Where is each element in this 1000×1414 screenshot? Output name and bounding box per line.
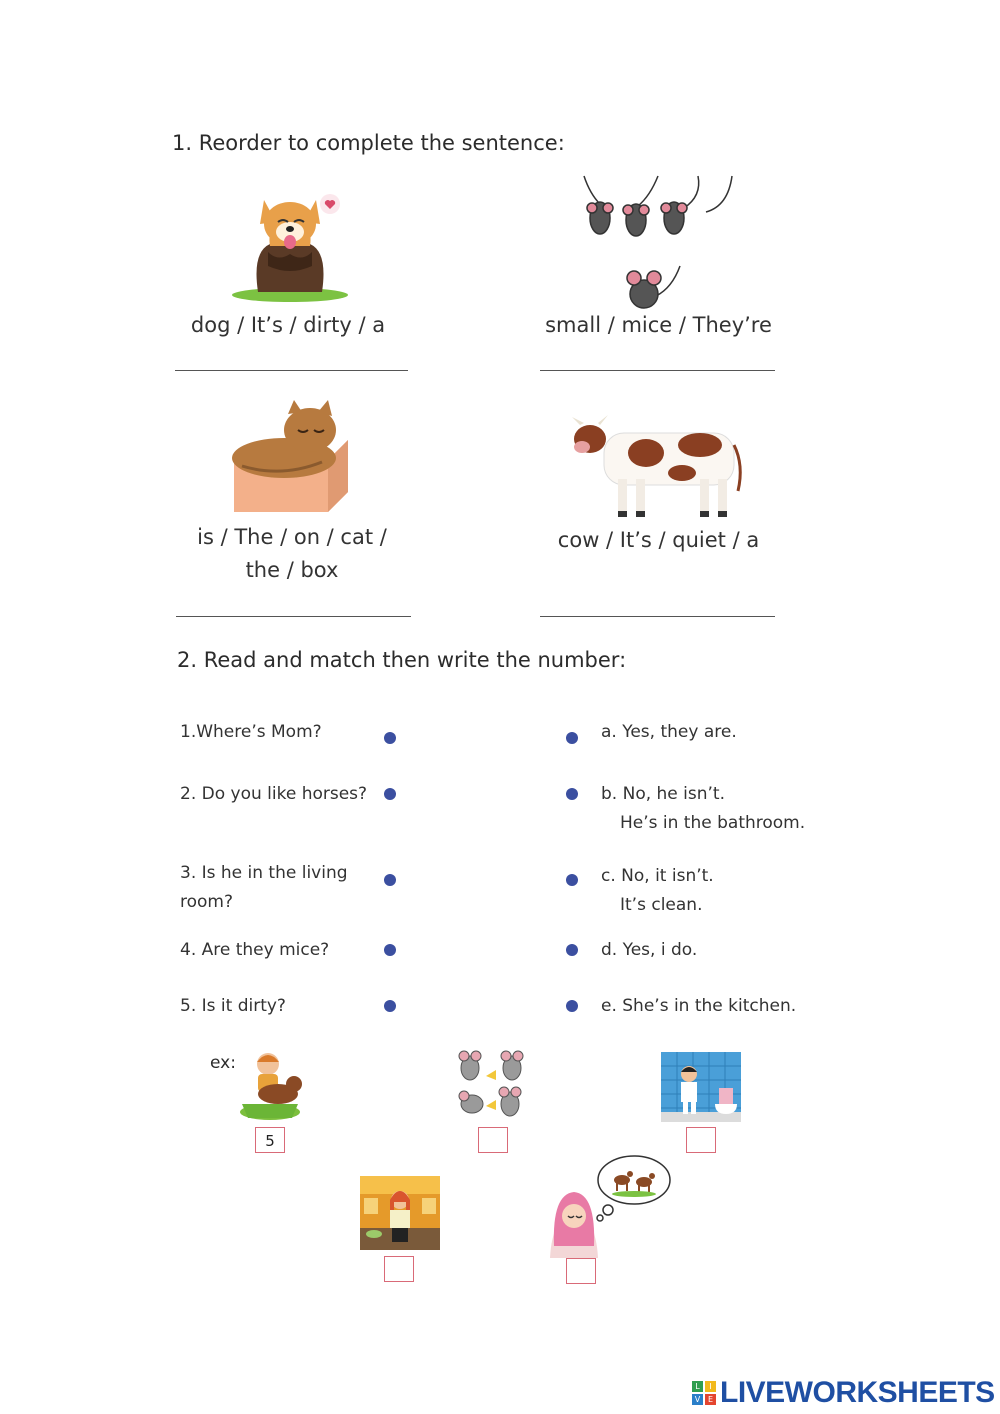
answer-b-match-dot[interactable] bbox=[566, 788, 578, 800]
answer-e: e. She’s in the kitchen. bbox=[601, 996, 797, 1016]
cat-on-box-picture bbox=[232, 400, 350, 514]
question-2: 2. Do you like horses? bbox=[180, 784, 368, 804]
prompt-2: small / mice / They’re bbox=[545, 313, 772, 337]
question-3-line2: room? bbox=[180, 892, 234, 912]
question-3-match-dot[interactable] bbox=[384, 874, 396, 886]
girl-thinking-horses-picture bbox=[546, 1150, 676, 1258]
boy-washing-dog-picture bbox=[238, 1048, 304, 1122]
liveworksheets-logo bbox=[692, 1376, 995, 1410]
answer-d: d. Yes, i do. bbox=[601, 940, 698, 960]
section2-heading: 2. Read and match then write the number: bbox=[177, 648, 627, 672]
cow-picture bbox=[570, 405, 746, 521]
answer-e-match-dot[interactable] bbox=[566, 1000, 578, 1012]
prompt-1: dog / It’s / dirty / a bbox=[190, 313, 386, 337]
answer-d-match-dot[interactable] bbox=[566, 944, 578, 956]
answer-line-4[interactable] bbox=[540, 616, 775, 617]
dirty-dog-picture bbox=[230, 182, 350, 304]
horses-answer-box[interactable] bbox=[566, 1258, 596, 1284]
mice-picture bbox=[578, 172, 738, 312]
prompt-3-line1: is / The / on / cat / bbox=[197, 525, 387, 549]
mice-small-picture bbox=[456, 1046, 532, 1122]
prompt-4: cow / It’s / quiet / a bbox=[557, 528, 760, 552]
answer-c-line2: It’s clean. bbox=[620, 895, 703, 915]
answer-line-1[interactable] bbox=[175, 370, 408, 371]
section1-heading: 1. Reorder to complete the sentence: bbox=[172, 131, 565, 155]
kitchen-answer-box[interactable] bbox=[384, 1256, 414, 1282]
logo-icon-letter-i: I bbox=[705, 1381, 716, 1392]
logo-icon-letter-l: L bbox=[692, 1381, 703, 1392]
answer-b-line2: He’s in the bathroom. bbox=[620, 813, 806, 833]
answer-line-2[interactable] bbox=[540, 370, 775, 371]
logo-icon-letter-e: E bbox=[705, 1394, 716, 1405]
liveworksheets-logo-icon bbox=[692, 1381, 716, 1405]
answer-a-match-dot[interactable] bbox=[566, 732, 578, 744]
answer-a: a. Yes, they are. bbox=[601, 722, 737, 742]
question-4: 4. Are they mice? bbox=[180, 940, 330, 960]
question-1-match-dot[interactable] bbox=[384, 732, 396, 744]
logo-icon-letter-v: V bbox=[692, 1394, 703, 1405]
answer-line-3[interactable] bbox=[176, 616, 411, 617]
question-5-match-dot[interactable] bbox=[384, 1000, 396, 1012]
boy-bathroom-picture bbox=[661, 1052, 741, 1122]
girl-kitchen-picture bbox=[360, 1176, 440, 1250]
answer-c-line1: c. No, it isn’t. bbox=[601, 866, 714, 886]
question-4-match-dot[interactable] bbox=[384, 944, 396, 956]
question-1: 1.Where’s Mom? bbox=[180, 722, 322, 742]
question-2-match-dot[interactable] bbox=[384, 788, 396, 800]
prompt-3-line2: the / box bbox=[245, 558, 339, 582]
bathroom-answer-box[interactable] bbox=[686, 1127, 716, 1153]
example-label: ex: bbox=[210, 1053, 236, 1073]
question-5: 5. Is it dirty? bbox=[180, 996, 286, 1016]
question-3-line1: 3. Is he in the living bbox=[180, 863, 348, 883]
example-answer-box: 5 bbox=[255, 1127, 285, 1153]
answer-b-line1: b. No, he isn’t. bbox=[601, 784, 725, 804]
mice-answer-box[interactable] bbox=[478, 1127, 508, 1153]
answer-c-match-dot[interactable] bbox=[566, 874, 578, 886]
liveworksheets-wordmark: LIVEWORKSHEETS bbox=[720, 1376, 995, 1409]
